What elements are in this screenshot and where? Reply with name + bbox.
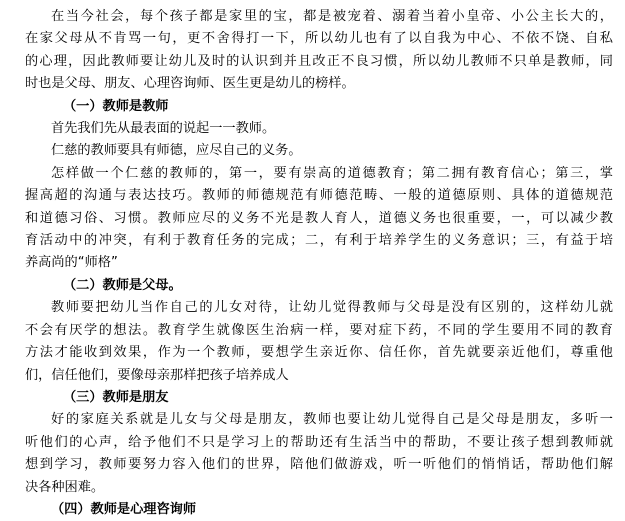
text-line: 方法才能收到效果，作为一个教师，要想学生亲近你、信任你，首先就要亲近他们，尊重他 — [25, 345, 613, 361]
text-line: 好的家庭关系就是儿女与父母是朋友，教师也要让幼儿觉得自己是父母是朋友，多听一 — [51, 412, 613, 428]
section-heading-friends: （三）教师是朋友 — [63, 389, 169, 405]
section-heading-counselor: （四）教师是心理咨询师 — [51, 501, 197, 517]
text-line: 的心理，因此教师要让幼儿及时的认识到并且改正不良习惯，所以幼儿教师不只单是教师，同 — [25, 53, 613, 69]
text-line: 决各种困难。 — [25, 479, 105, 495]
text-line: 教师要把幼儿当作自己的儿女对待，让幼儿觉得教师与父母是没有区别的，这样幼儿就 — [51, 300, 613, 316]
text-line: 想到学习，教师要努力容入他们的世界，陪他们做游戏，听一听他们的悄悄话，帮助他们解 — [25, 457, 613, 473]
paragraph-kind-teacher — [25, 163, 613, 275]
paragraph-parents — [25, 297, 613, 387]
text-line: 和道德习俗、习惯。教师应尽的义务不光是教人育人，道德义务也很重要，一，可以减少教 — [25, 210, 613, 226]
text-line: 怎样做一个仁慈的教师的，第一，要有崇高的道德教育；第二拥有教育信心；第三，掌 — [51, 165, 613, 181]
section-heading-parents: （二）教师是父母。 — [63, 277, 182, 293]
text-line: 们，信任他们，要像母亲那样把孩子培养成人 — [25, 367, 289, 383]
text-line: 仁慈的教师要具有师德，应尽自己的义务。 — [51, 143, 302, 159]
text-line: 育活动中的冲突，有利于教育任务的完成；二，有利于培养学生的义务意识；三，有益于培 — [25, 233, 613, 249]
text-line: 养高尚的“师格” — [25, 255, 118, 271]
text-line: 首先我们先从最表面的说起一一教师。 — [51, 121, 276, 137]
paragraph-intro — [25, 6, 613, 96]
section-heading-teacher: （一）教师是教师 — [63, 98, 169, 114]
paragraph-friends — [25, 409, 613, 499]
text-line: 在家父母从不肯骂一句，更不舍得打一下，所以幼儿也有了以自我为中心、不依不饶、自私 — [25, 31, 613, 47]
text-line: 不会有厌学的想法。教育学生就像医生治病一样，要对症下药，不同的学生要用不同的教育 — [25, 322, 613, 338]
text-line: 时也是父母、朋友、心理咨询师、医生更是幼儿的榜样。 — [25, 76, 355, 92]
text-line: 在当今社会，每个孩子都是家里的宝，都是被宠着、溺着当着小皇帝、小公主长大的， — [51, 9, 613, 24]
text-line: 握高超的沟通与表达技巧。教师的师德规范有师德范畴、一般的道德原则、具体的道德规范 — [25, 188, 613, 204]
text-line: 听他们的心声，给予他们不只是学习上的帮助还有生活当中的帮助，不要让孩子想到教师就 — [25, 434, 613, 450]
